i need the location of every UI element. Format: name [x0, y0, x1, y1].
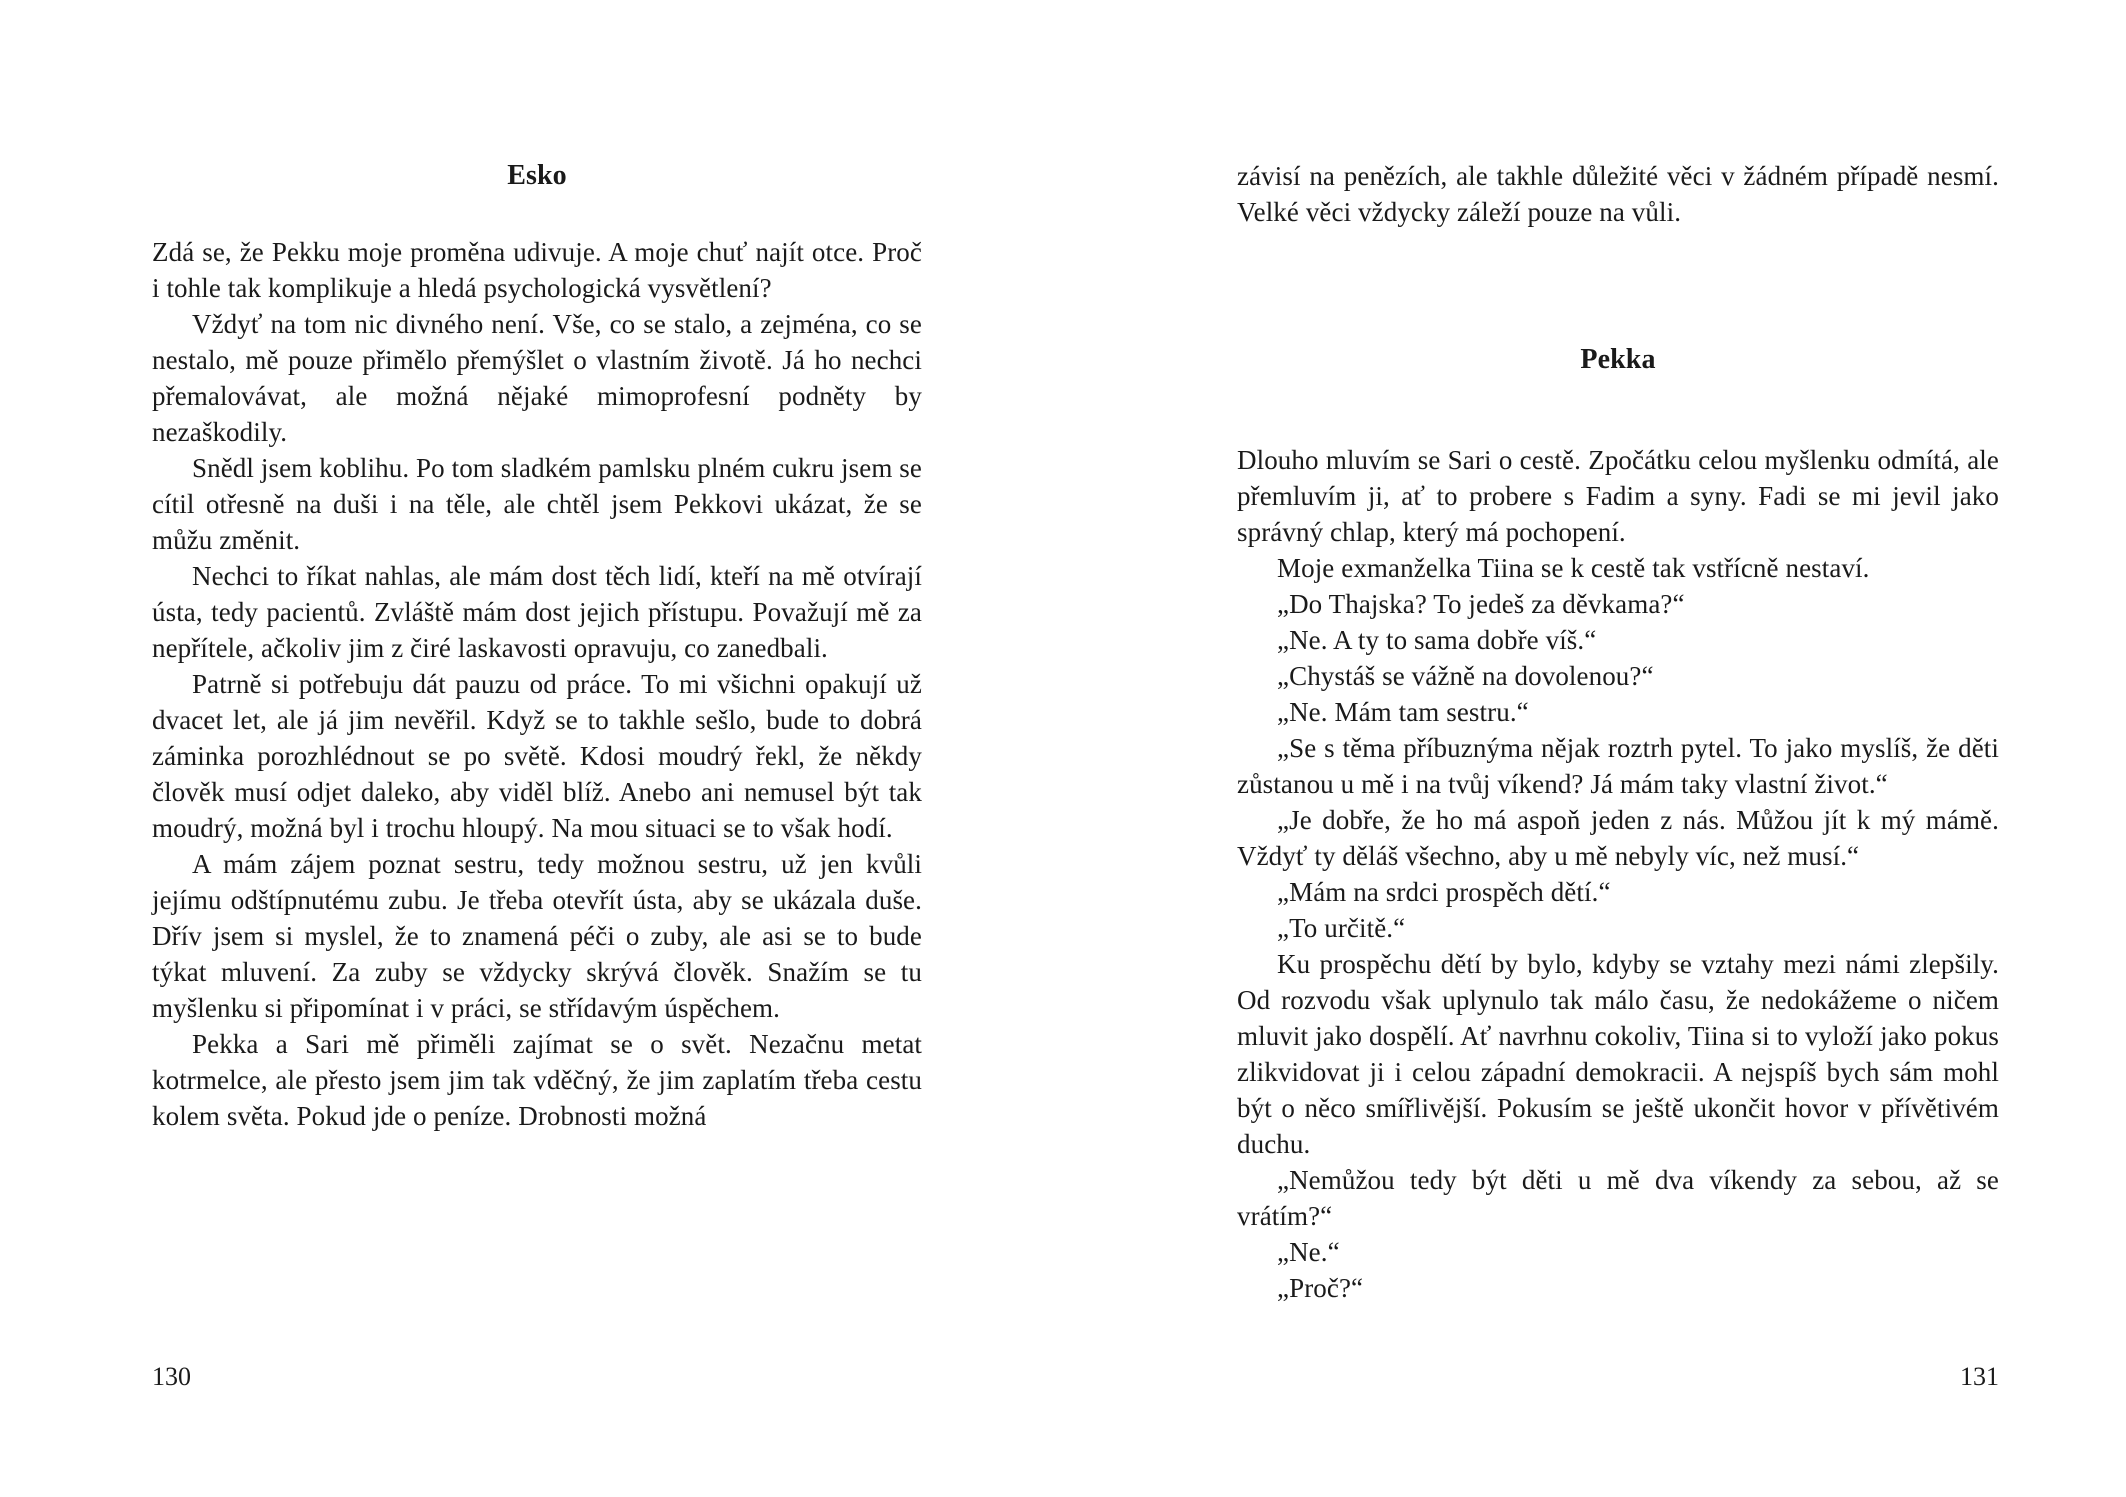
dialogue-line: „Chystáš se vážně na dovolenou?“ [1277, 661, 1654, 691]
dialogue-line: „Mám na srdci prospěch dětí.“ [1277, 877, 1611, 907]
paragraph: Ku prospěchu dětí by bylo, kdyby se vztahy mezi námi zlepšily. Od rozvodu však uplynulo tak málo času, že nedokážeme o ničem mluvit jako dospělí. Ať navrhnu cokoliv, Tiina si to vyloží jako pokus zlikvidovat ji i celou západní demokracii. A nejspíš bych sám mohl být o něco smířlivější. Pokusím se ještě ukončit hovor v přívětivém duchu. [1237, 949, 1999, 1159]
dialogue-line: „Proč?“ [1277, 1273, 1364, 1303]
right-page [1063, 0, 2126, 1497]
paragraph-continuation: závisí na penězích, ale takhle důležité věci v žádném případě nesmí. Velké věci vždycky záleží pouze na vůli. [1237, 161, 1999, 227]
dialogue-line: „Nemůžou tedy být děti u mě dva víkendy za sebou, až se vrátím?“ [1237, 1165, 1999, 1231]
dialogue-line: „Je dobře, že ho má aspoň jeden z nás. Můžou jít k mý mámě. Vždyť ty děláš všechno, aby u mě nebyly víc, než musí.“ [1237, 805, 1999, 871]
left-page-text-block [152, 158, 922, 1134]
right-page-text-block [1237, 158, 1999, 1306]
paragraph: Pekka a Sari mě přiměli zajímat se o svět. Nezačnu metat kotrmelce, ale přesto jsem jim tak vděčný, že jim zaplatím třeba cestu kolem světa. Pokud jde o peníze. Drobnosti možná [152, 1029, 922, 1131]
paragraph: Snědl jsem koblihu. Po tom sladkém pamlsku plném cukru jsem se cítil otřesně na duši i na těle, ale chtěl jsem Pekkovi ukázat, že se můžu změnit. [152, 453, 922, 555]
paragraph: Nechci to říkat nahlas, ale mám dost těch lidí, kteří na mě otvírají ústa, tedy pacientů. Zvláště mám dost jejich přístupu. Považují mě za nepřítele, ačkoliv jim z čiré laskavosti opravuju, co zanedbali. [152, 561, 922, 663]
paragraph: Patrně si potřebuju dát pauzu od práce. To mi všichni opakují už dvacet let, ale já jim nevěřil. Když se to takhle sešlo, bude to dobrá záminka porozhlédnout se po světě. Kdosi moudrý řekl, že někdy člověk musí odjet daleko, aby viděl blíž. Anebo ani nemusel být tak moudrý, možná byl i trochu hloupý. Na mou situaci se to však hodí. [152, 669, 922, 843]
chapter-heading-pekka: Pekka [1580, 344, 1656, 375]
paragraph: Dlouho mluvím se Sari o cestě. Zpočátku celou myšlenku odmítá, ale přemluvím ji, ať to probere s Fadim a syny. Fadi se mi jevil jako správný chlap, který má pochopení. [1237, 445, 1999, 547]
dialogue-line: „Do Thajska? To jedeš za děvkama?“ [1277, 589, 1685, 619]
page-number-right: 131 [1960, 1362, 1999, 1391]
chapter-heading-esko: Esko [507, 160, 567, 191]
dialogue-line: „To určitě.“ [1277, 913, 1406, 943]
dialogue-line: „Ne. Mám tam sestru.“ [1277, 697, 1529, 727]
paragraph: Moje exmanželka Tiina se k cestě tak vstřícně nestaví. [1277, 553, 1870, 583]
paragraph: A mám zájem poznat sestru, tedy možnou sestru, už jen kvůli jejímu odštípnutému zubu. Je třeba otevřít ústa, aby se ukázala duše. Dřív jsem si myslel, že to znamená péči o zuby, ale asi se to bude týkat mluvení. Za zuby se vždycky skrývá člověk. Snažím se tu myšlenku si připomínat i v práci, se střídavým úspěchem. [152, 849, 922, 1023]
dialogue-line: „Ne.“ [1277, 1237, 1340, 1267]
page-number-left: 130 [152, 1362, 191, 1391]
dialogue-line: „Ne. A ty to sama dobře víš.“ [1277, 625, 1597, 655]
paragraph: Zdá se, že Pekku moje proměna udivuje. A moje chuť najít otce. Proč i tohle tak komplikuje a hledá psychologická vysvětlení? [152, 237, 922, 303]
paragraph: Vždyť na tom nic divného není. Vše, co se stalo, a zejména, co se nestalo, mě pouze přimělo přemýšlet o vlastním životě. Já ho nechci přemalovávat, ale možná nějaké mimoprofesní podněty by nezaškodily. [152, 309, 922, 447]
dialogue-line: „Se s těma příbuznýma nějak roztrh pytel. To jako myslíš, že děti zůstanou u mě i na tvůj víkend? Já mám taky vlastní život.“ [1237, 733, 1999, 799]
